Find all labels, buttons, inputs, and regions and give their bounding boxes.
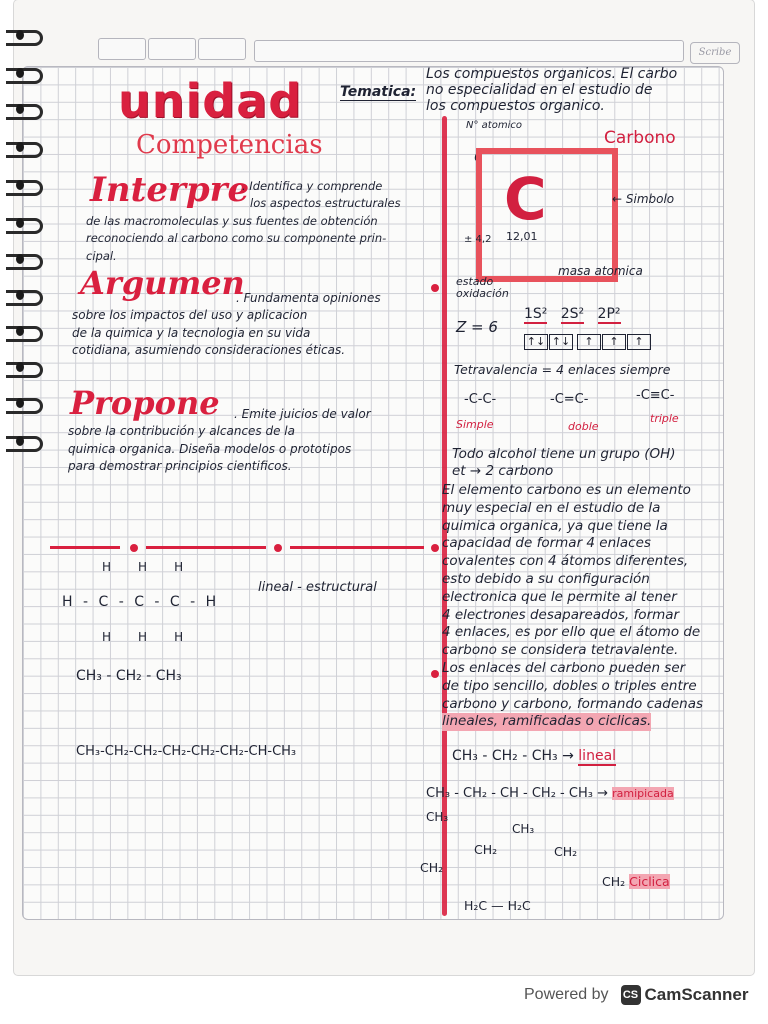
ramificada-substituent: CH₃ bbox=[512, 822, 535, 836]
propone-heading: Propone bbox=[70, 384, 220, 422]
tematica-label: Tematica: bbox=[340, 84, 417, 100]
argumenta-text: . Fundamenta opiniones sobre los impactos del uso y aplicacion de la quimica y la tecnologia en su vida cotidiana, asumiendo consideraciones éticas. bbox=[72, 291, 381, 358]
long-chain-formula: CH₃-CH₂-CH₂-CH₂-CH₂-CH₂-CH-CH₃ bbox=[76, 744, 297, 759]
camscanner-name: CamScanner bbox=[644, 985, 749, 1004]
spiral-ring bbox=[0, 142, 44, 154]
cyclic-top-right: CH₂ bbox=[554, 844, 578, 859]
element-name: Carbono bbox=[604, 128, 676, 148]
tematica-text: Los compuestos organicos. El carbo no especialidad en el estudio de los compuestos organico. bbox=[426, 66, 678, 114]
notebook-page bbox=[14, 0, 754, 975]
competencias-heading: Competencias bbox=[136, 130, 323, 160]
element-box bbox=[476, 148, 618, 282]
carbon-paragraph: El elemento carbono es un elemento muy especial en el estudio de la quimica organica, ya que tiene la capacidad de formar 4 enlaces covalentes con 4 átomos diferentes, esto debido a su configuración electronica que le permite al tener 4 electrones desapareados, formar 4 enlaces, es por ello que el átomo de carbono se considera tetravalente. Los enlaces del carbono pueden ser de tipo sencillo, dobles o triples entre carbono y carbono, formando cadenas lineales, ramificadas o ciclicas. bbox=[442, 482, 704, 730]
cyclic-right: CH₂ Ciclica bbox=[602, 874, 670, 889]
red-divider-horizontal bbox=[290, 546, 424, 549]
spiral-ring bbox=[0, 436, 44, 448]
spiral-ring bbox=[0, 218, 44, 230]
ramificada-example: CH₃ - CH₂ - CH - CH₂ - CH₃ → ramipicada bbox=[426, 786, 674, 801]
header-line bbox=[254, 40, 684, 62]
header-boxes bbox=[98, 38, 248, 60]
ramificada-side: CH₃ bbox=[426, 810, 449, 824]
spiral-ring bbox=[0, 398, 44, 410]
double-bond: -C=C- bbox=[550, 392, 589, 407]
atomic-number: 6 bbox=[474, 150, 482, 164]
orbital-box: ↑↓ bbox=[549, 334, 573, 350]
camscanner-logo-icon: CS bbox=[621, 985, 641, 1005]
lineal-example: CH₃ - CH₂ - CH₃ → lineal bbox=[452, 748, 617, 764]
structural-h-bottom: HHH bbox=[102, 630, 211, 644]
red-divider-horizontal bbox=[50, 546, 120, 549]
propone-text: . Emite juicios de valor sobre la contribución y alcances de la quimica organica. Diseña modelos o prototipos para demostrar principios cientificos. bbox=[68, 407, 371, 474]
cyclic-top-left: CH₂ bbox=[474, 842, 498, 857]
camscanner-footer bbox=[524, 985, 748, 1005]
alcohol-note: Todo alcohol tiene un grupo (OH) et → 2 carbono bbox=[452, 446, 676, 480]
spiral-ring bbox=[0, 326, 44, 338]
tetravalencia: Tetravalencia = 4 enlaces siempre bbox=[454, 362, 671, 377]
atomic-mass: 12,01 bbox=[506, 230, 538, 243]
argumenta-heading: Argumen bbox=[80, 264, 245, 302]
triple-bond-label: triple bbox=[650, 412, 679, 425]
orbital-box: ↑↓ bbox=[524, 334, 548, 350]
divider-dot bbox=[274, 544, 282, 552]
electron-config: 1S² 2S² 2P² bbox=[524, 306, 621, 322]
spiral-ring bbox=[0, 290, 44, 302]
orbital-diagram bbox=[524, 334, 652, 350]
cyclic-bottom: H₂C — H₂C bbox=[464, 898, 531, 913]
spiral-ring bbox=[0, 30, 44, 42]
header-box bbox=[148, 38, 196, 60]
spiral-ring bbox=[0, 254, 44, 266]
header-box bbox=[198, 38, 246, 60]
orbital-box: ↑ bbox=[602, 334, 626, 350]
red-divider-horizontal bbox=[146, 546, 266, 549]
atomic-number-label: N° atomico bbox=[466, 120, 522, 131]
divider-dot bbox=[431, 544, 439, 552]
divider-dot bbox=[431, 670, 439, 678]
spiral-ring bbox=[0, 362, 44, 374]
spiral-ring bbox=[0, 180, 44, 192]
spiral-ring bbox=[0, 68, 44, 80]
cyclic-left: CH₂ bbox=[420, 860, 444, 875]
element-symbol: C bbox=[504, 165, 547, 233]
structural-main: H - C - C - C - H bbox=[62, 594, 220, 610]
divider-dot bbox=[130, 544, 138, 552]
structural-label: lineal - estructural bbox=[258, 580, 377, 595]
symbol-label: ← Simbolo bbox=[612, 192, 675, 206]
condensed-formula: CH₃ - CH₂ - CH₃ bbox=[76, 668, 182, 684]
divider-dot bbox=[431, 284, 439, 292]
orbital-box: ↑ bbox=[577, 334, 601, 350]
interpreta-heading: Interpre bbox=[90, 170, 250, 210]
oxidation-states: ± 4,2 bbox=[464, 234, 492, 245]
oxidation-label: estado oxidación bbox=[456, 275, 509, 300]
simple-bond: -C-C- bbox=[464, 392, 497, 407]
structural-h-top: HHH bbox=[102, 560, 211, 574]
double-bond-label: doble bbox=[568, 420, 599, 433]
atomic-z: Z = 6 bbox=[456, 318, 498, 336]
atomic-mass-label: masa atomica bbox=[558, 264, 643, 278]
header-box bbox=[98, 38, 146, 60]
powered-by-text: Powered by bbox=[524, 986, 609, 1003]
brand-label: Scribe bbox=[690, 42, 740, 64]
triple-bond: -C≡C- bbox=[636, 388, 675, 403]
orbital-box: ↑ bbox=[627, 334, 651, 350]
interpreta-text: . Identifica y comprende los aspectos estructurales de las macromoleculas y sus fuentes de obtención reconociendo al carbono como su componente prin- cipal. bbox=[86, 179, 401, 263]
simple-bond-label: Simple bbox=[456, 418, 494, 431]
page-title: unidad bbox=[118, 74, 303, 128]
spiral-ring bbox=[0, 104, 44, 116]
